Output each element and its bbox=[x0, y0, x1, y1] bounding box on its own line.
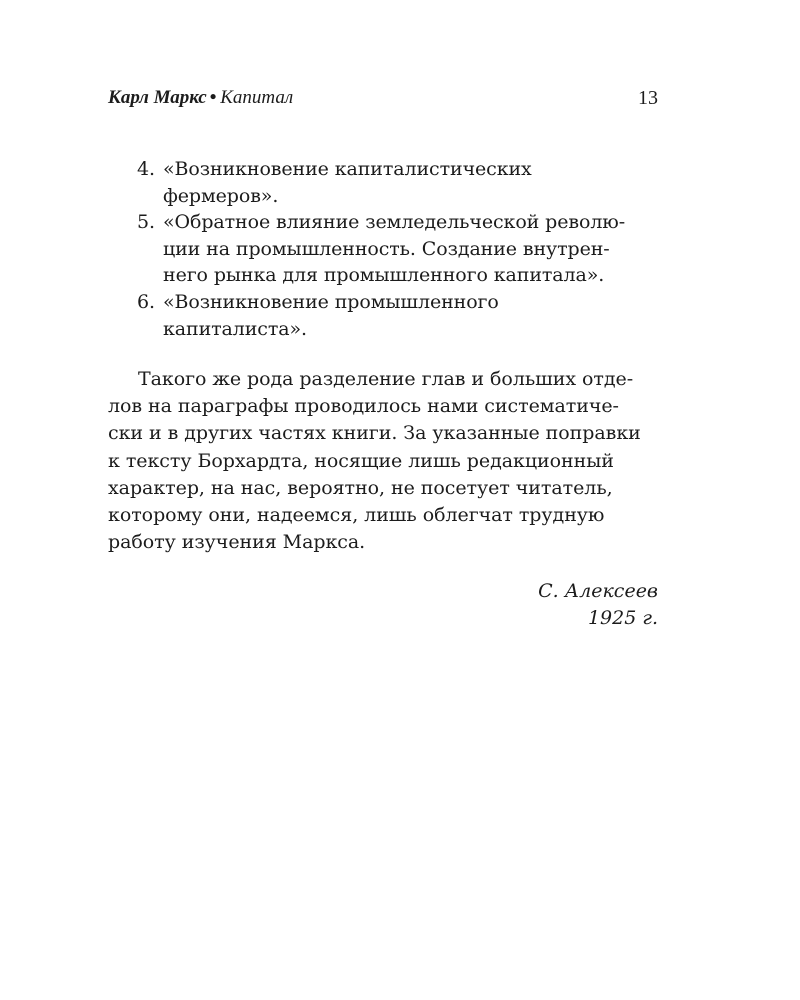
header-book-title: Капитал bbox=[220, 87, 294, 108]
header-separator: • bbox=[209, 87, 217, 108]
paragraph-line: к тексту Борхардта, носящие лишь редакционный bbox=[108, 449, 614, 472]
signature-year: 1925 г. bbox=[587, 607, 658, 629]
chapter-list bbox=[108, 156, 660, 342]
signature-block bbox=[538, 578, 658, 632]
list-item bbox=[108, 209, 660, 289]
paragraph-line: работу изучения Маркса. bbox=[108, 531, 366, 554]
paragraph-line: лов на параграфы проводилось нами систематиче- bbox=[108, 395, 619, 418]
page-number: 13 bbox=[638, 87, 658, 109]
list-item-line: него рынка для промышленного капитала». bbox=[163, 264, 605, 287]
paragraph-line: которому они, надеемся, лишь облегчат трудную bbox=[108, 504, 605, 527]
list-item-line: капиталиста». bbox=[163, 317, 307, 340]
list-item-number: 5. bbox=[137, 211, 155, 234]
list-item-line: ции на промышленность. Создание внутрен- bbox=[163, 237, 610, 260]
paragraph-line: Такого же рода разделение глав и больших отде- bbox=[138, 368, 634, 390]
list-item-number: 6. bbox=[137, 290, 155, 313]
list-item-line: фермеров». bbox=[163, 184, 279, 207]
list-item bbox=[108, 156, 660, 209]
list-item-line: «Обратное влияние земледельческой револю- bbox=[163, 211, 626, 234]
paragraph-line: ски и в других частях книги. За указанные поправки bbox=[108, 422, 641, 445]
signature-name: С. Алексеев bbox=[538, 580, 658, 602]
body-paragraph bbox=[108, 366, 660, 556]
list-item-line: «Возникновение промышленного bbox=[163, 290, 499, 313]
paragraph-line: характер, на нас, вероятно, не посетует читатель, bbox=[108, 476, 613, 499]
running-header-title bbox=[108, 84, 293, 112]
list-item bbox=[108, 289, 660, 342]
header-author: Карл Маркс bbox=[108, 87, 207, 108]
running-header bbox=[108, 84, 658, 112]
list-item-number: 4. bbox=[137, 158, 155, 180]
list-item-line: «Возникновение капиталистических bbox=[163, 158, 532, 180]
